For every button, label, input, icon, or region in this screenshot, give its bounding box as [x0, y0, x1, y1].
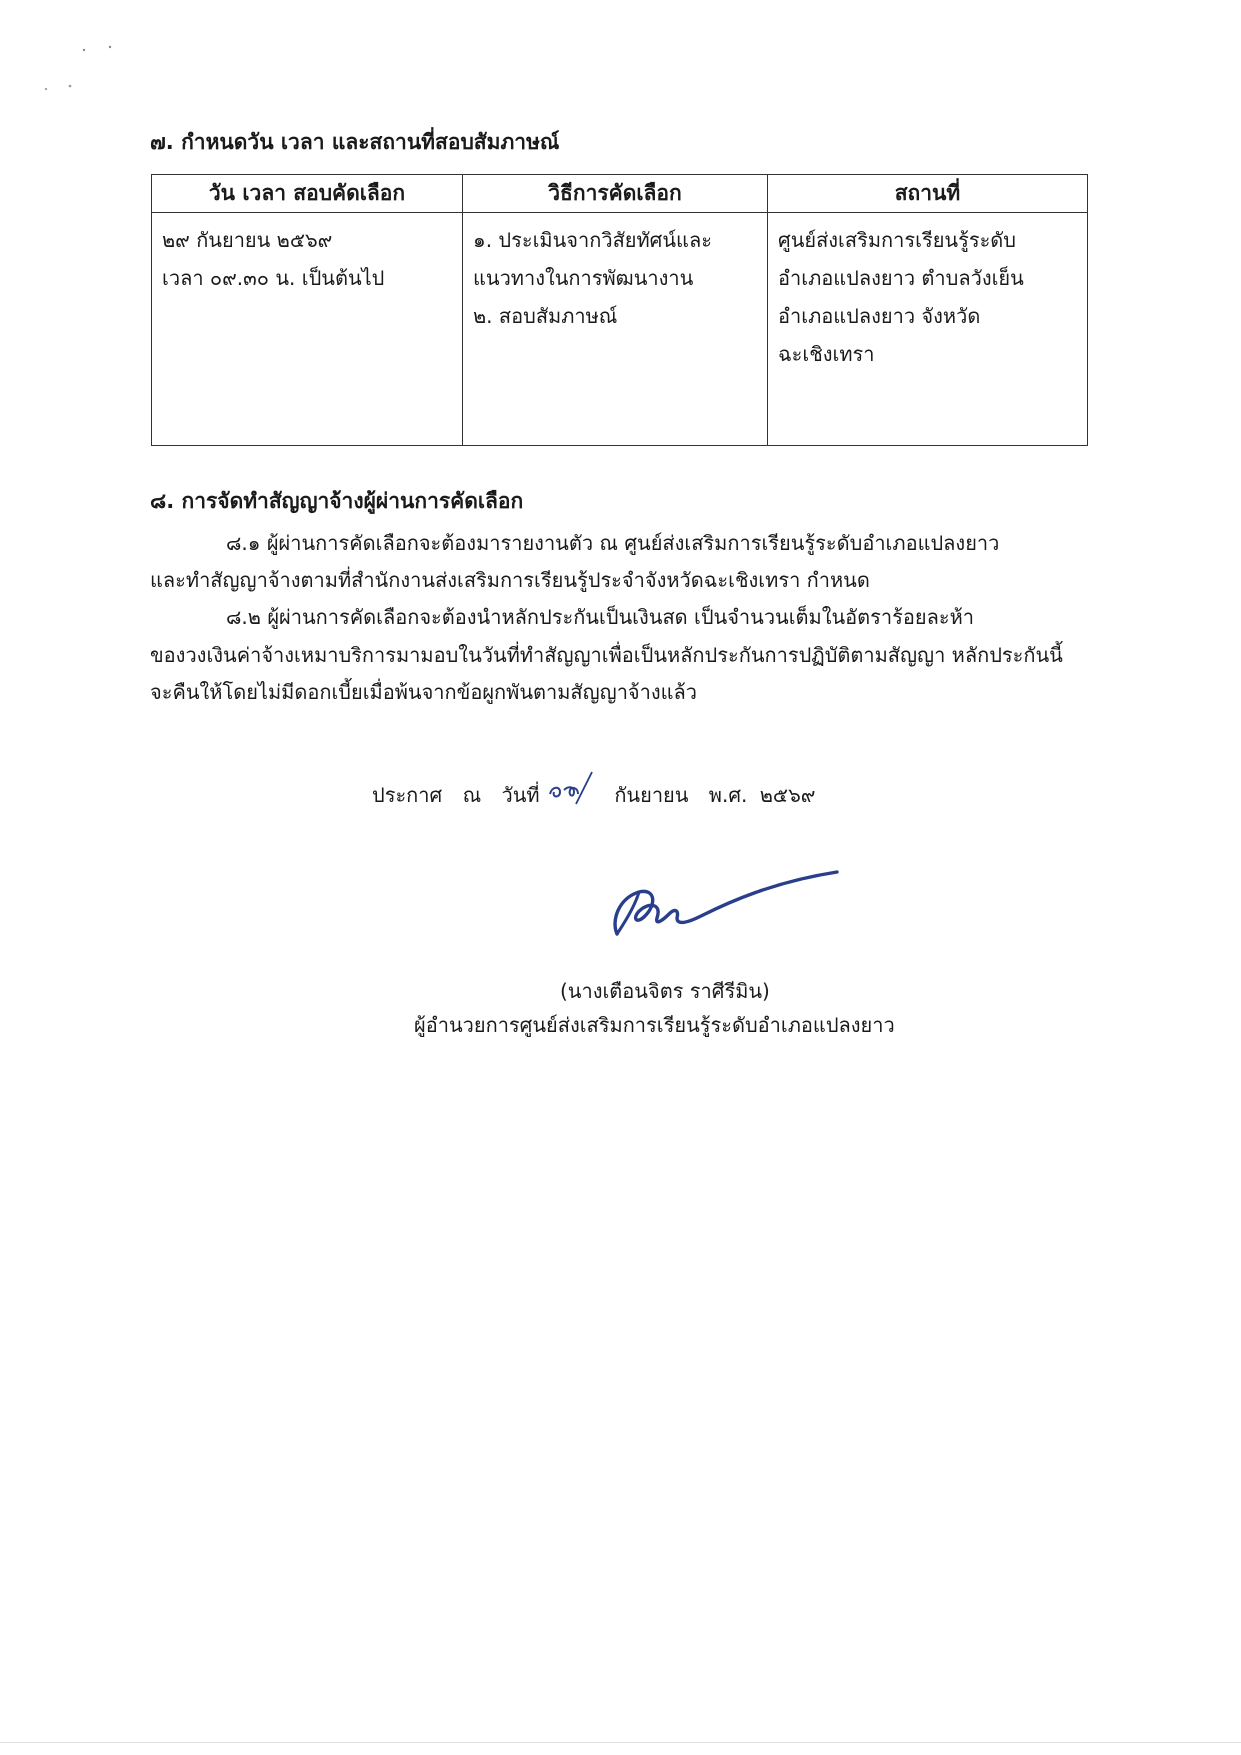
- paragraph-8-2-line-3: จะคืนให้โดยไม่มีดอกเบี้ยเมื่อพ้นจากข้อผูกพันตามสัญญาจ้างแล้ว: [150, 680, 698, 704]
- place-line: อำเภอแปลงยาว ตำบลวังเย็น: [778, 266, 1024, 290]
- method-line: ๑. ประเมินจากวิสัยทัศน์และ: [473, 228, 712, 252]
- announce-day-label: วันที่: [501, 783, 540, 807]
- cell-datetime: [152, 213, 463, 446]
- method-line: แนวทางในการพัฒนางาน: [473, 266, 694, 290]
- announce-month: กันยายน: [614, 783, 689, 807]
- header-place: สถานที่: [768, 175, 1088, 213]
- place-line: ศูนย์ส่งเสริมการเรียนรู้ระดับ: [778, 228, 1016, 252]
- header-method: วิธีการคัดเลือก: [463, 175, 768, 213]
- header-datetime: วัน เวลา สอบคัดเลือก: [152, 175, 463, 213]
- section-7-title: ๗. กำหนดวัน เวลา และสถานที่สอบสัมภาษณ์: [150, 130, 560, 154]
- cell-method: [463, 213, 768, 446]
- interview-schedule-table: [151, 174, 1088, 446]
- datetime-line: เวลา ๐๙.๓๐ น. เป็นต้นไป: [162, 266, 385, 290]
- table-header-row: [152, 175, 1088, 213]
- place-line: อำเภอแปลงยาว จังหวัด: [778, 304, 981, 328]
- announce-at: ณ: [462, 783, 482, 807]
- announce-year: ๒๕๖๙: [759, 783, 816, 807]
- signatory-position: ผู้อำนวยการศูนย์ส่งเสริมการเรียนรู้ระดับอำเภอแปลงยาว: [414, 1013, 895, 1037]
- method-line: ๒. สอบสัมภาษณ์: [473, 304, 618, 328]
- announcement-date-line: [372, 780, 829, 812]
- scan-edge-line: [0, 1742, 1241, 1743]
- handwritten-day: [546, 782, 604, 812]
- paragraph-8-1-line-2: และทำสัญญาจ้างตามที่สำนักงานส่งเสริมการเรียนรู้ประจำจังหวัดฉะเชิงเทรา กำหนด: [150, 568, 870, 592]
- place-line: ฉะเชิงเทรา: [778, 342, 875, 366]
- section-8-title: ๘. การจัดทำสัญญาจ้างผู้ผ่านการคัดเลือก: [150, 489, 524, 513]
- announce-prefix: ประกาศ: [372, 783, 443, 807]
- signatory-name: (นางเตือนจิตร ราศีรีมิน): [560, 979, 770, 1003]
- paragraph-8-2-line-2: ของวงเงินค่าจ้างเหมาบริการมามอบในวันที่ทำสัญญาเพื่อเป็นหลักประกันการปฏิบัติตามสัญญา หลักประกันนี้: [150, 643, 1063, 667]
- handwritten-signature: [605, 860, 845, 960]
- handwritten-day-mark: [546, 768, 606, 808]
- paragraph-8-2-line-1: ๘.๒ ผู้ผ่านการคัดเลือกจะต้องนำหลักประกันเป็นเงินสด เป็นจำนวนเต็มในอัตราร้อยละห้า: [226, 605, 975, 629]
- scan-speck-marks: [30, 40, 130, 100]
- paragraph-8-1-line-1: ๘.๑ ผู้ผ่านการคัดเลือกจะต้องมารายงานตัว ณ ศูนย์ส่งเสริมการเรียนรู้ระดับอำเภอแปลงยาว: [226, 531, 1000, 555]
- cell-place: [768, 213, 1088, 446]
- datetime-line: ๒๙ กันยายน ๒๕๖๙: [162, 228, 333, 252]
- table-row: [152, 213, 1088, 446]
- announce-era: พ.ศ.: [708, 783, 748, 807]
